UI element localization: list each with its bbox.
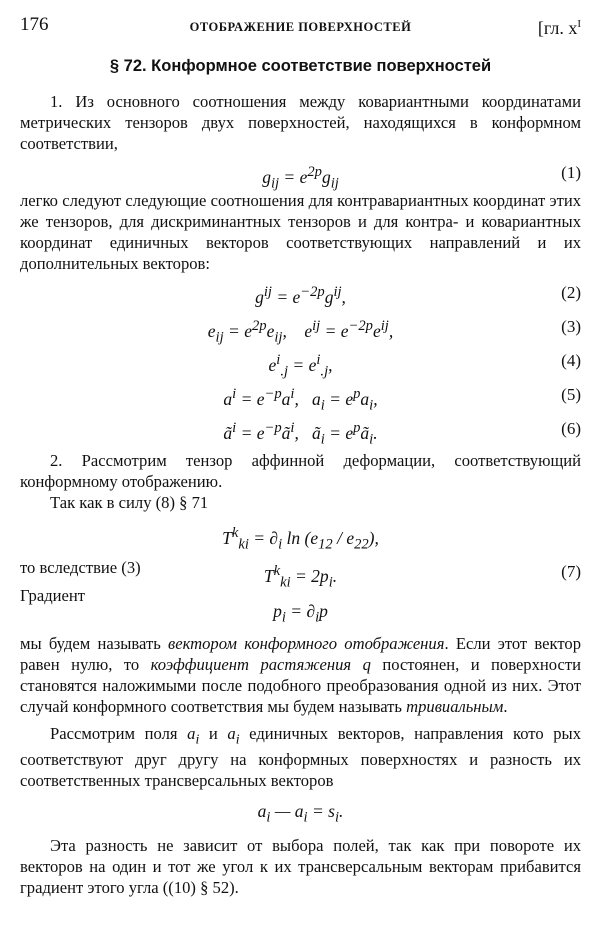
formula: $ã^i$ = $e^{-p}ã^i$, $ã_i$ = $e^pã_i$. [223, 420, 378, 448]
formula: $T^k_{ki} = \partial_i$ $\ln (e_{12} / e_{22})$, [222, 525, 379, 553]
page-header [20, 14, 581, 36]
equation-number: (6) [561, 419, 581, 438]
formula: $e^i_{.j} = e^i_{.j}$, [268, 352, 333, 380]
equation-4 [20, 342, 581, 380]
chapter-label: [гл. $x^I$ [537, 18, 581, 38]
formula: $g^{ij} = e^{-2p}g^{ij}$, [255, 284, 346, 307]
paragraph-3: 2. Рассмотрим тензор аффинной деформации, соответствующий конформному отображению. [20, 451, 581, 491]
equation-number: (3) [561, 317, 581, 336]
paragraph-1: 1. Из основного соотношения между ковариантными координатами метрических тензоров двух поверхностей, находящихся в конформном соответствии, [20, 92, 581, 153]
equation-number: (5) [561, 385, 581, 404]
formula: $T^k_{ki} = 2p_i$. [263, 563, 338, 591]
paragraph-4: Так как в силу (8) § 71 [50, 493, 209, 512]
equation-number: (1) [561, 163, 581, 182]
section-title: § 72. Конформное соответствие поверхностей [109, 57, 492, 75]
paragraph-8: Рассмотрим поля $a_i$ и $a_i$ единичных векторов, направления кото рых соответствуют друг другу на конформных поверхностях и разность их соответственных трансверсальных векторов [20, 724, 581, 791]
equation-difference [20, 791, 581, 831]
formula: $p_i = \partial_ip$ [273, 601, 328, 626]
equation-number: (7) [561, 562, 581, 581]
running-title: ОТОБРАЖЕНИЕ ПОВЕРХНОСТЕЙ [189, 20, 412, 34]
equation-3 [20, 308, 581, 346]
paragraph-9: Эта разность не зависит от выбора полей, так как при повороте их векторов на один и тот же угол к их трансверсальным векторам прибавится градиент этого угла ((10) § 52). [20, 836, 581, 898]
paragraph-7: мы будем называть вектором конформного отображения. Если этот вектор равен нулю, то коэффициент растяжения q постоянен, и поверхности становятся наложимыми после подобного преобразования одной из них. Этот случай конформного соответствия мы будем называть тривиальным. [20, 634, 581, 716]
formula: $e_{ij} = e^{2p}e_{ij}$, $e^{ij} = e^{-2p}e^{ij}$, [207, 318, 394, 346]
equation-6 [20, 410, 581, 448]
formula: $a_i$ — $a_i = s_i$. [257, 801, 344, 826]
paragraph-2: легко следуют следующие соотношения для контравариантных координат этих же тензоров, для дискриминантных тензоров и для контра- и ковариантных координат единичных векторов соответствующих направлений и их дополнительных векторов: [20, 191, 581, 273]
equation-2 [20, 274, 581, 308]
equation-7 [20, 555, 581, 591]
equation-gradient [20, 585, 581, 625]
equation-tensor [20, 513, 581, 555]
equation-5 [20, 376, 581, 414]
page-number: 176 [20, 14, 49, 35]
formula: $a^i = e^{-p}a^i$, $a_i = e^pa_i$, [223, 386, 378, 414]
formula: $g_{ij} = e^{2p}g_{ij}$ [262, 164, 339, 192]
page [20, 14, 581, 898]
equation-number: (2) [561, 283, 581, 302]
equation-1 [20, 154, 581, 190]
lead-text: то вследствие (3) [20, 558, 141, 577]
lead-text: Градиент [20, 586, 86, 605]
equation-number: (4) [561, 351, 581, 370]
